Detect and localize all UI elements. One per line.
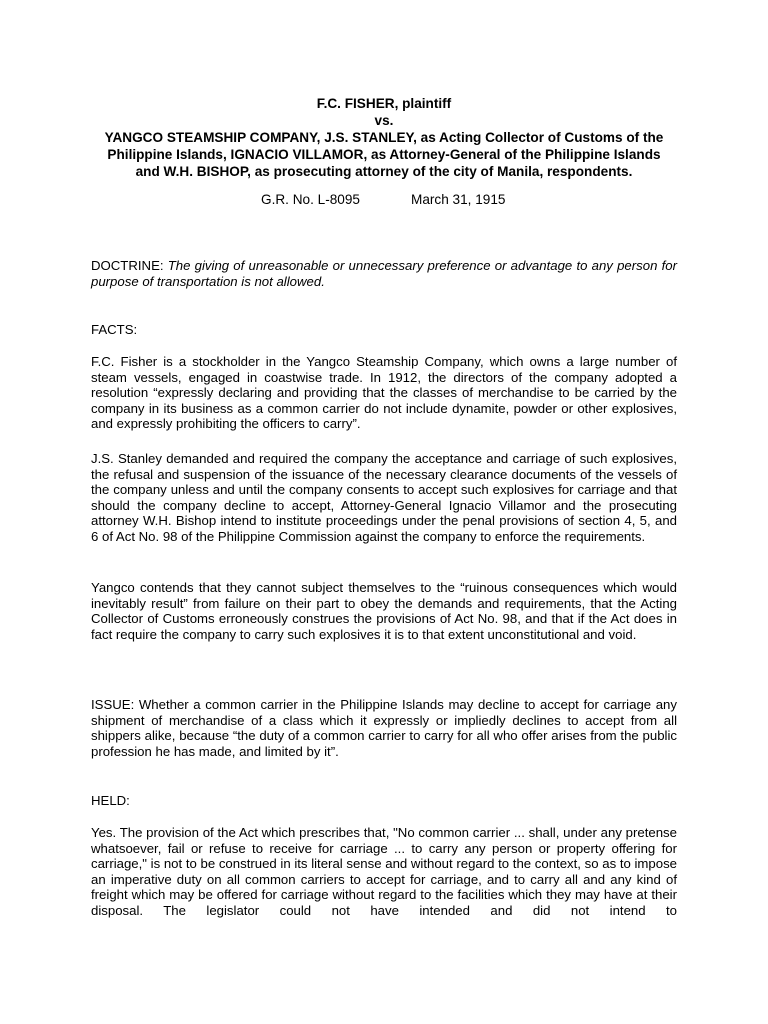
issue-section: ISSUE: Whether a common carrier in the Philippine Islands may decline to accept for carriage any shipment of merchandise of a class which it expressly or impliedly declines to accept from all shippers alike, because “the duty of a common carrier to carry for all who offer arises from the public profession he has made, and limited by it”.	[91, 697, 677, 759]
doctrine-label: DOCTRINE:	[91, 258, 168, 273]
gr-number: G.R. No. L-8095	[261, 192, 360, 207]
held-text: Yes. The provision of the Act which prescribes that, "No common carrier ... shall, under any pretense whatsoever, fail or refuse to receive for carriage ... to carry any person or property offering for carriage," is not to be construed in its literal sense and without regard to the context, so as to impose an imperative duty on all common carriers to accept for carriage, and to carry all and any kind of freight which may be offered for carriage without regard to the facilities which they may have at their disposal. The legislator could not have intended and did not intend to	[91, 825, 677, 918]
facts-heading: FACTS:	[91, 322, 138, 337]
caption-respondents-line-1: YANGCO STEAMSHIP COMPANY, J.S. STANLEY, as Acting Collector of Customs of the	[104, 130, 664, 145]
held-heading: HELD:	[91, 793, 130, 808]
doctrine-text: The giving of unreasonable or unnecessary preference or advantage to any person for purpose of transportation is not allowed.	[91, 258, 677, 289]
decision-date: March 31, 1915	[411, 192, 506, 207]
caption-plaintiff: F.C. FISHER, plaintiff	[316, 96, 452, 111]
caption-respondents-line-2: Philippine Islands, IGNACIO VILLAMOR, as Attorney-General of the Philippine Islands	[107, 147, 661, 162]
caption-versus: vs.	[374, 113, 394, 128]
caption-respondents-line-3: and W.H. BISHOP, as prosecuting attorney of the city of Manila, respondents.	[135, 164, 633, 179]
facts-paragraph-2: J.S. Stanley demanded and required the company the acceptance and carriage of such explosives, the refusal and suspension of the issuance of the necessary clearance documents of the vessels of the company unless and until the company consents to accept such explosives for carriage and that should the company decline to accept, Attorney-General Ignacio Villamor and the prosecuting attorney W.H. Bishop intend to institute proceedings under the penal provisions of section 4, 5, and 6 of Act No. 98 of the Philippine Commission against the company to enforce the requirements.	[91, 451, 677, 544]
facts-paragraph-3: Yangco contends that they cannot subject themselves to the “ruinous consequences which would inevitably result” from failure on their part to obey the demands and requirements, that the Acting Collector of Customs erroneously construes the provisions of Act No. 98, and that if the Act does in fact require the company to carry such explosives it is to that extent unconstitutional and void.	[91, 580, 677, 642]
case-caption	[60, 95, 708, 180]
facts-paragraph-1: F.C. Fisher is a stockholder in the Yangco Steamship Company, which owns a large number of steam vessels, engaged in coastwise trade. In 1912, the directors of the company adopted a resolution “expressly declaring and providing that the classes of merchandise to be carried by the company in its business as a common carrier do not include dynamite, powder or other explosives, and expressly prohibiting the officers to carry”.	[91, 354, 677, 432]
doctrine-section	[91, 258, 677, 289]
